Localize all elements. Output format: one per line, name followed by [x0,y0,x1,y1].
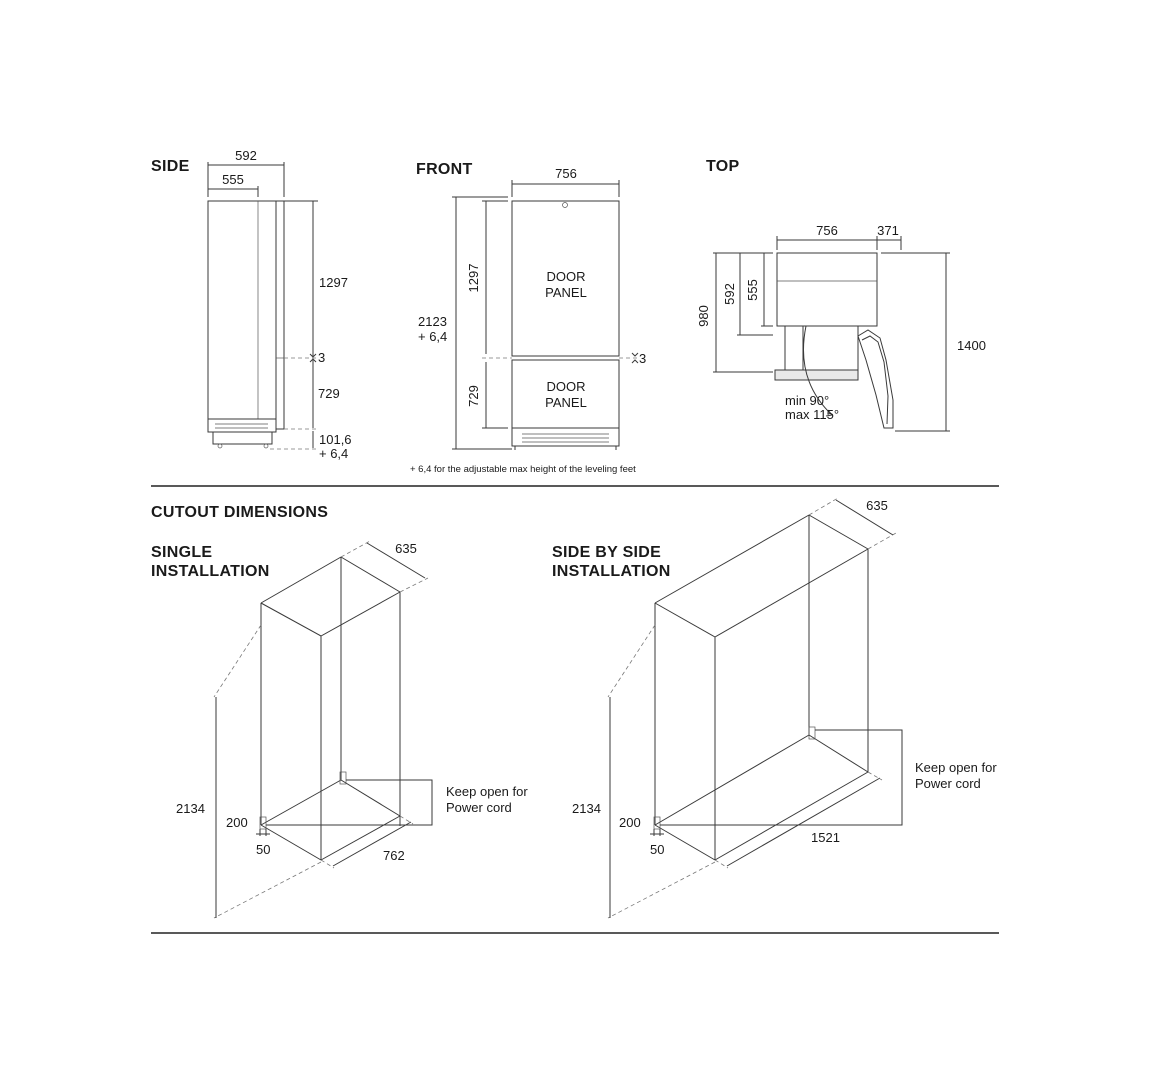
sbs-height-2134-label: 2134 [572,801,601,816]
sbs-power-cord-note-line2: Power cord [915,776,981,791]
single-power-cord-note-line1: Keep open for [446,784,528,799]
side-adjust-label: + 6,4 [319,446,349,461]
top-depth-1400-label: 1400 [957,338,986,353]
door-angle-min-label: min 90° [785,393,830,408]
top-depth-592-label: 592 [722,283,737,305]
side-by-side-heading-line2: INSTALLATION [552,563,671,580]
side-gap-3-label: 3 [318,350,326,365]
door-angle-max-label: max 115° [785,407,840,422]
single-height-2134-label: 2134 [176,801,205,816]
side-view-heading: SIDE [151,158,190,175]
front-height-1297-label: 1297 [466,263,481,293]
top-view-drawing [713,236,950,431]
side-width-555-label: 555 [222,172,244,187]
door-panel-lower-line2: PANEL [545,395,587,410]
sbs-cord-200-label: 200 [619,815,641,830]
single-depth-635-label: 635 [395,541,417,556]
top-depth-980-label: 980 [696,305,711,327]
sbs-width-1521-label: 1521 [811,830,840,845]
door-panel-lower-line1: DOOR [546,379,586,394]
top-width-756-label: 756 [816,223,838,238]
single-cord-50-label: 50 [256,842,271,857]
front-view-heading: FRONT [416,161,473,178]
side-view-drawing [208,162,318,449]
leveling-feet-note: + 6,4 for the adjustable max height of the leveling feet [410,464,636,475]
side-height-1297-label: 1297 [319,275,348,290]
front-width-756-label: 756 [555,166,577,181]
single-installation-heading-line1: SINGLE [151,544,213,561]
sbs-depth-635-label: 635 [866,498,888,513]
front-total-adjust-label: + 6,4 [418,329,448,344]
single-width-762-label: 762 [383,848,405,863]
single-cord-200-label: 200 [226,815,248,830]
top-depth-555-label: 555 [745,279,760,301]
front-height-729-label: 729 [466,385,481,407]
sbs-power-cord-note-line1: Keep open for [915,760,997,775]
cutout-dimensions-heading: CUTOUT DIMENSIONS [151,504,329,521]
sbs-cord-50-label: 50 [650,842,665,857]
side-by-side-heading-line1: SIDE BY SIDE [552,544,662,561]
top-view-heading: TOP [706,158,740,175]
side-height-729-label: 729 [318,386,340,401]
door-panel-upper-line1: DOOR [546,269,586,284]
side-width-592-label: 592 [235,148,257,163]
single-installation-heading-line2: INSTALLATION [151,563,270,580]
door-panel-upper-line2: PANEL [545,285,587,300]
top-door-371-label: 371 [877,223,899,238]
front-total-height-label: 2123 [418,314,447,329]
front-gap-3-label: 3 [639,351,647,366]
single-power-cord-note-line2: Power cord [446,800,512,815]
side-base-101-label: 101,6 [319,432,352,447]
